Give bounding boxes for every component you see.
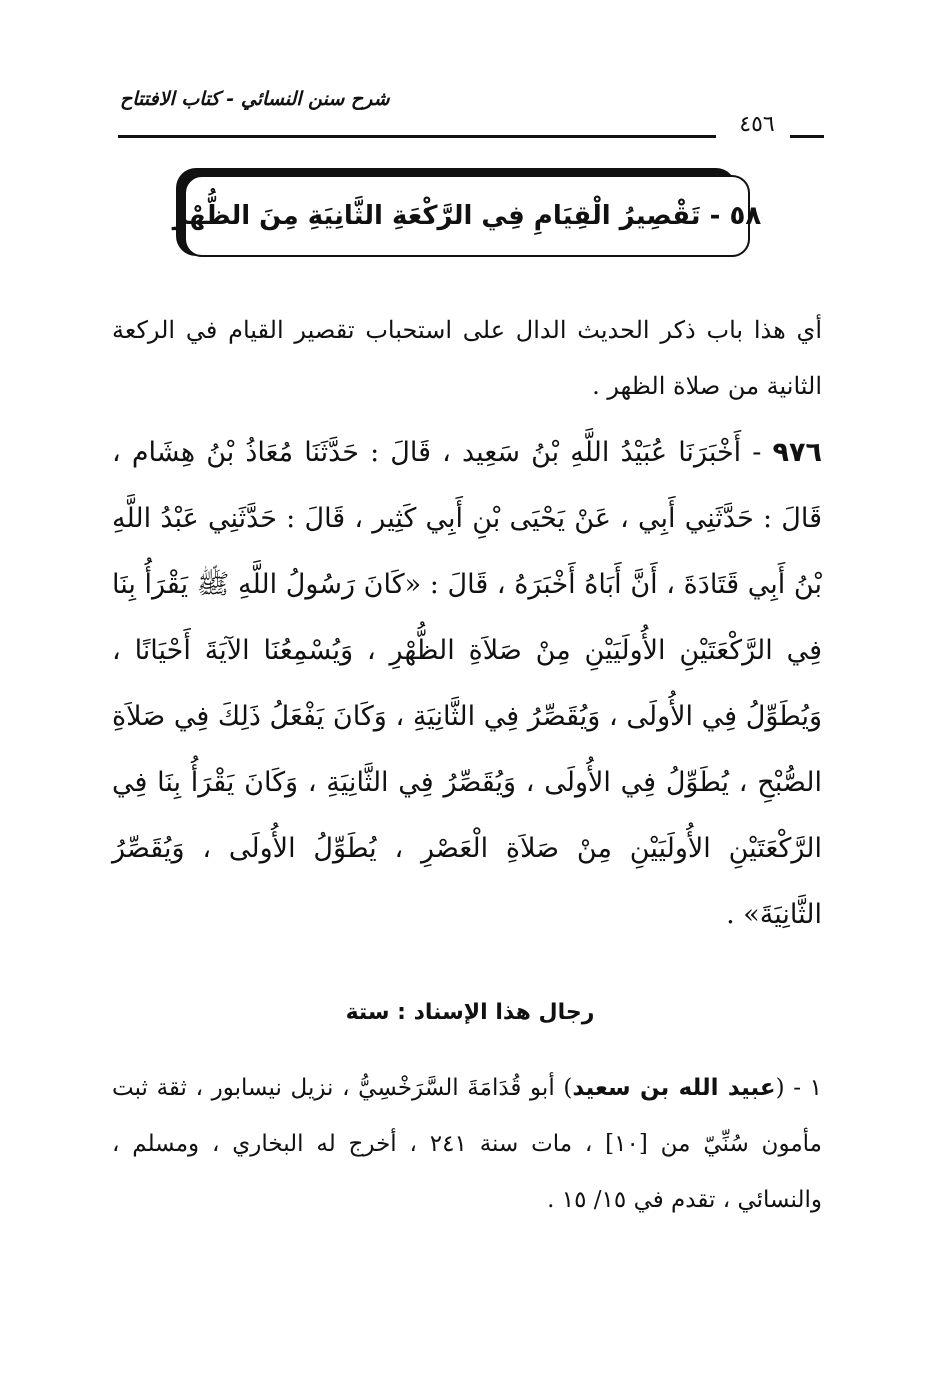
page-number: ٤٥٦ [739,112,775,137]
chapter-title-box [172,175,762,257]
header-rule [118,135,716,138]
hadith-number: ٩٧٦ [772,437,822,468]
narrator-text: ) أبو قُدَامَةَ السَّرَخْسِيُّ ، نزيل نيسابور ، ثقة ثبت مأمون سُنِّيّ من [١٠] ، مات سنة ٢٤١ ، أخرج له البخاري ، ومسلم ، والنسائي ، تقدم في ١٥/ ١٥ . [112,1075,822,1213]
header-rule-short [790,135,824,138]
hadith-text: - أَخْبَرَنَا عُبَيْدُ اللَّهِ بْنُ سَعِيد ، قَالَ : حَدَّثَنَا مُعَاذُ بْنُ هِشَام ، قَالَ : حَدَّثَنِي أَبِي ، عَنْ يَحْيَى بْنِ أَبِي كَثِير ، قَالَ : حَدَّثَنِي عَبْدُ اللَّهِ بْنُ أَبِي قَتَادَةَ ، أَنَّ أَبَاهُ أَخْبَرَهُ ، قَالَ : «كَانَ رَسُولُ اللَّهِ ﷺ يَقْرَأُ بِنَا فِي الرَّكْعَتَيْنِ الأُولَيَيْنِ مِنْ صَلاَةِ الظُّهْرِ ، وَيُسْمِعُنَا الآيَةَ أَحْيَانًا ، وَيُطَوِّلُ فِي الأُولَى ، وَيُقَصِّرُ فِي الثَّانِيَةِ ، وَكَانَ يَفْعَلُ ذَلِكَ فِي صَلاَةِ الصُّبْحِ ، يُطَوِّلُ فِي الأُولَى ، وَيُقَصِّرُ فِي الثَّانِيَةِ ، وَكَانَ يَقْرَأُ بِنَا فِي الرَّكْعَتَيْنِ الأُولَيَيْنِ مِنْ صَلاَةِ الْعَصْرِ ، يُطَوِّلُ الأُولَى ، وَيُقَصِّرُ الثَّانِيَةَ» . [112,437,822,930]
chapter-title: ٥٨ - تَقْصِيرُ الْقِيَامِ فِي الرَّكْعَةِ الثَّانِيَةِ مِنَ الظُّهْرِ [172,201,762,231]
section-heading: رجال هذا الإسناد : ستة [345,1000,595,1025]
narrator-name: عبيد الله بن سعيد [572,1075,776,1101]
intro-paragraph: أي هذا باب ذكر الحديث الدال على استحباب تقصير القيام في الركعة الثانية من صلاة الظهر . [112,316,822,400]
narrator-prefix: ١ - ( [775,1075,822,1101]
hadith-paragraph [112,420,822,948]
narrator-paragraph [112,1060,822,1228]
running-title: شرح سنن النسائي - كتاب الافتتاح [120,88,390,110]
